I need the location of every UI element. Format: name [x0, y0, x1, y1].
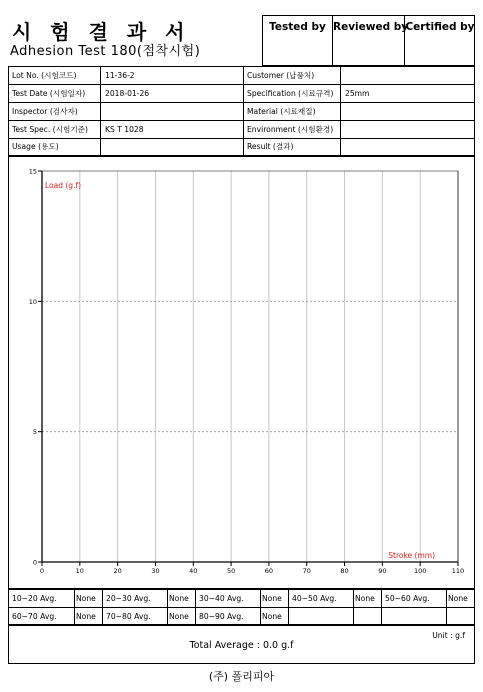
avg-30-40-label: 30~40 Avg.: [199, 594, 244, 603]
test-date-value: 2018-01-26: [105, 89, 150, 98]
test-spec-value: KS T 1028: [105, 125, 144, 134]
chart-frame: [8, 156, 475, 589]
avg-30-40-value: None: [262, 594, 282, 603]
load-stroke-chart: [9, 157, 474, 588]
x-tick-label: 80: [340, 567, 349, 575]
avg-10-20-label: 10~20 Avg.: [12, 594, 57, 603]
x-tick-label: 90: [378, 567, 387, 575]
specification-label: Specification (시료규격): [247, 89, 334, 98]
test-spec-label: Test Spec. (시험기준): [12, 125, 88, 134]
y-tick-label: 10: [28, 297, 37, 306]
avg-60-70-label: 60~70 Avg.: [12, 612, 57, 621]
avg-10-20-value: None: [76, 594, 96, 603]
avg-70-80-label: 70~80 Avg.: [106, 612, 151, 621]
document-title: 시 험 결 과 서: [12, 20, 191, 44]
x-tick-label: 10: [75, 567, 84, 575]
avg-40-50-value: None: [355, 594, 375, 603]
tested-by-label: Tested by: [269, 21, 326, 33]
info-table: [8, 66, 475, 156]
avg-20-30-value: None: [169, 594, 189, 603]
avg-20-30-label: 20~30 Avg.: [106, 594, 151, 603]
avg-40-50-label: 40~50 Avg.: [292, 594, 337, 603]
signature-table: [262, 15, 475, 66]
inspector-label: Inspector (검사자): [12, 107, 78, 116]
reviewed-by-signature-area[interactable]: [333, 34, 404, 65]
x-tick-label: 60: [264, 567, 274, 575]
usage-label: Usage (용도): [12, 142, 59, 151]
total-average-box: [8, 625, 475, 664]
x-tick-label: 50: [226, 567, 236, 575]
y-axis-label: Load (g.f): [45, 181, 82, 190]
company-name: (주) 폴리피아: [208, 670, 275, 683]
certified-by-signature-area[interactable]: [405, 34, 475, 65]
x-tick-label: 110: [451, 567, 465, 575]
document-subtitle: Adhesion Test 180(점착시험): [10, 44, 201, 59]
test-date-label: Test Date (시험일자): [12, 89, 86, 98]
material-label: Material (시료재질): [247, 107, 316, 116]
averages-table: [8, 589, 475, 625]
x-tick-label: 100: [413, 567, 427, 575]
total-average: Total Average : 0.0 g.f: [189, 640, 294, 651]
avg-70-80-value: None: [169, 612, 189, 621]
unit-label: Unit : g.f: [432, 631, 465, 640]
avg-60-70-value: None: [76, 612, 96, 621]
x-tick-label: 20: [113, 567, 122, 575]
result-label: Result (결과): [247, 142, 294, 151]
lot-no-value: 11-36-2: [105, 71, 135, 80]
customer-label: Customer (납품처): [247, 71, 315, 80]
x-tick-label: 40: [189, 567, 198, 575]
avg-80-90-value: None: [262, 612, 282, 621]
certified-by-label: Certified by: [405, 21, 475, 33]
x-tick-label: 30: [151, 567, 160, 575]
avg-50-60-value: None: [448, 594, 468, 603]
x-tick-label: 70: [302, 567, 311, 575]
y-tick-label: 0: [32, 558, 37, 567]
reviewed-by-label: Reviewed by: [333, 21, 409, 33]
avg-50-60-label: 50~60 Avg.: [385, 594, 430, 603]
specification-value: 25mm: [345, 89, 370, 98]
x-tick-label: 0: [39, 567, 45, 575]
lot-no-label: Lot No. (시험코드): [12, 71, 77, 80]
y-tick-label: 15: [28, 167, 37, 176]
x-axis-label: Stroke (mm): [388, 551, 435, 560]
environment-label: Environment (시험환경): [247, 125, 334, 134]
avg-80-90-label: 80~90 Avg.: [199, 612, 244, 621]
tested-by-signature-area[interactable]: [263, 34, 332, 65]
y-tick-label: 5: [32, 428, 37, 437]
